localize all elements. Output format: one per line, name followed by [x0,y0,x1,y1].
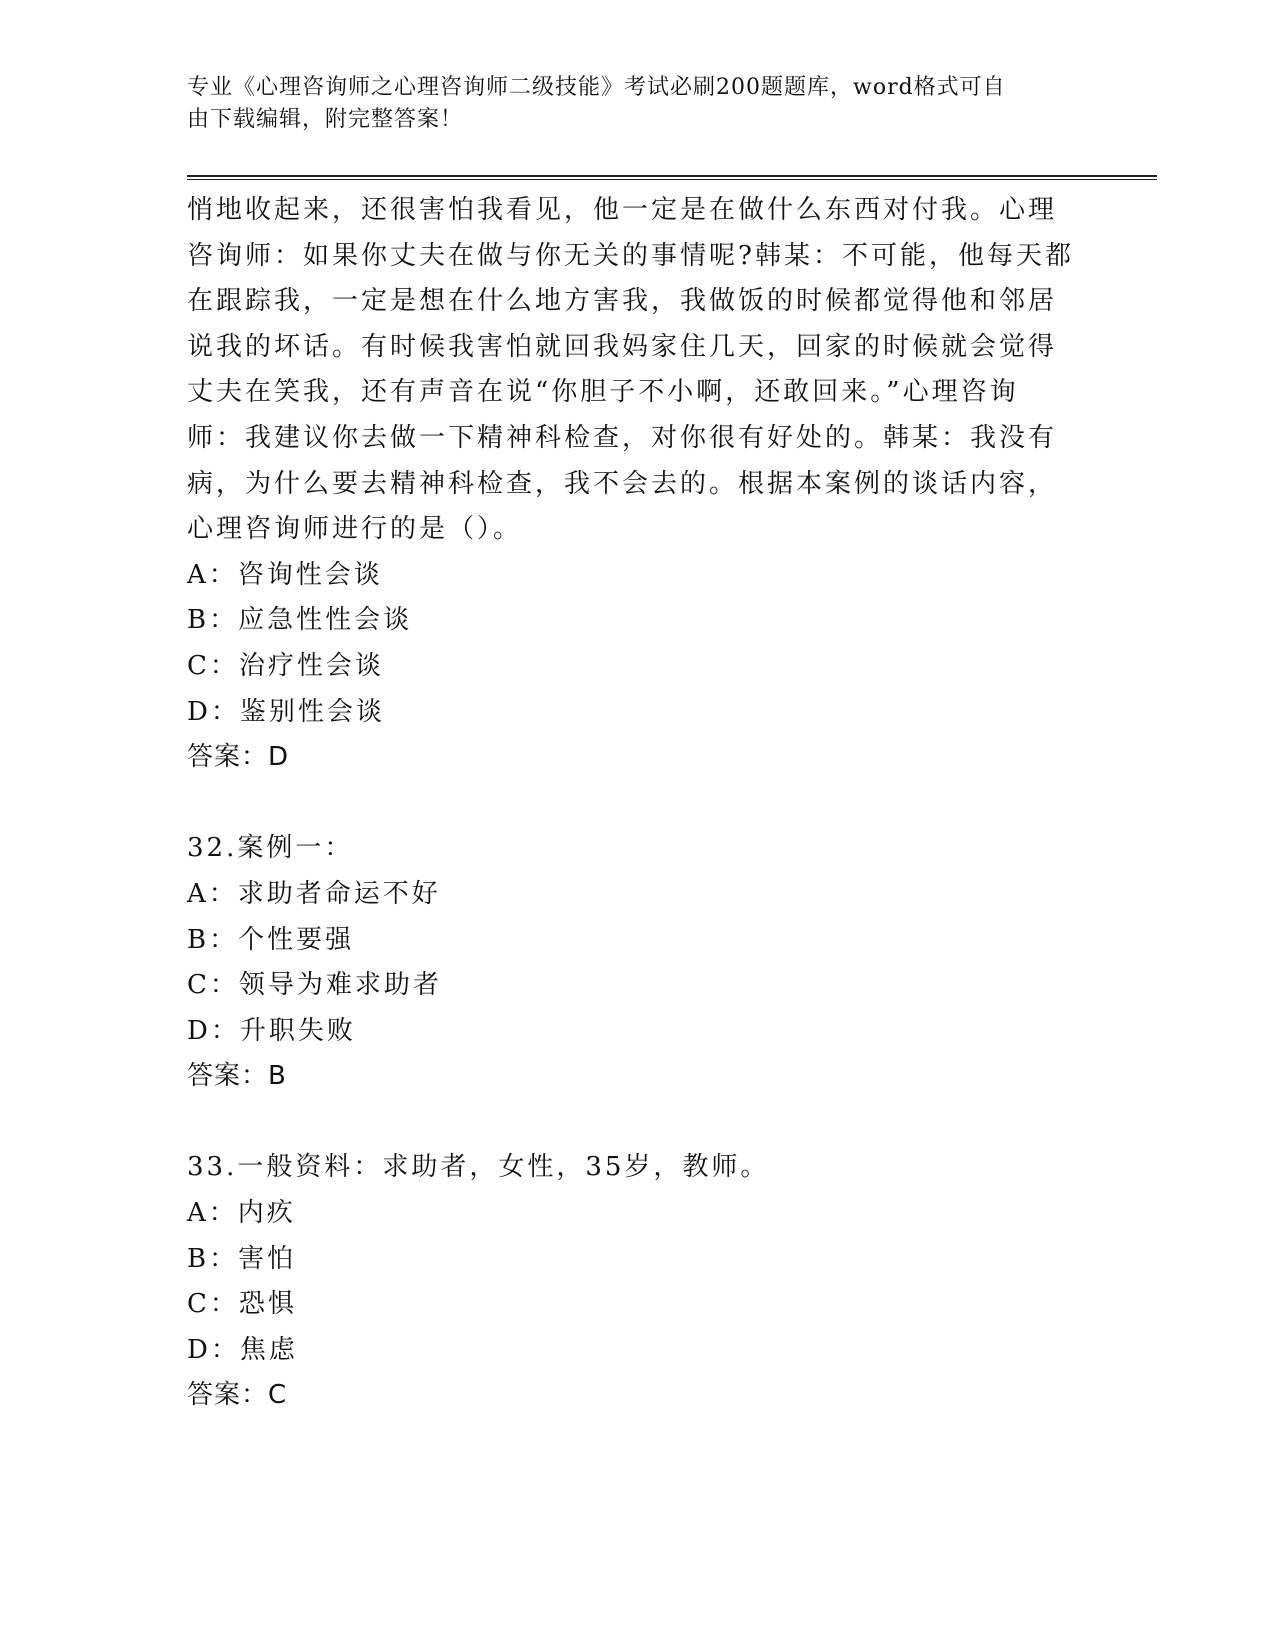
question-31-text-line: 咨询师：如果你丈夫在做与你无关的事情呢?韩某：不可能，他每天都 [187,240,1074,271]
question-31-text-line: 说我的坏话。有时候我害怕就回我妈家住几天，回家的时候就会觉得 [187,331,1058,362]
option-c: C：治疗性会谈 [187,650,384,681]
option-b: B：应急性性会谈 [187,605,413,636]
header-divider [187,175,1157,180]
question-32-text: 32.案例一： [187,833,354,864]
header-line-1: 专业《心理咨询师之心理咨询师二级技能》考试必刷200题题库，word格式可自 [187,75,1006,100]
option-d: D：升职失败 [187,1015,356,1046]
option-d: D：鉴别性会谈 [187,696,385,727]
option-a: A：内疚 [187,1198,296,1229]
question-31-text-line: 心理咨询师进行的是（）。 [187,514,523,545]
option-a: A：咨询性会谈 [187,559,383,590]
question-31-text-line: 病，为什么要去精神科检查，我不会去的。根据本案例的谈话内容， [187,468,1058,499]
answer-32: 答案：B [187,1061,287,1092]
question-31-text-line: 师：我建议你去做一下精神科检查，对你很有好处的。韩某：我没有 [187,422,1058,453]
question-31-text-line: 悄地收起来，还很害怕我看见，他一定是在做什么东西对付我。心理 [187,195,1058,225]
question-32-block [187,826,1087,1100]
option-d: D：焦虑 [187,1334,298,1365]
question-31-text-line: 在跟踪我，一定是想在什么地方害我，我做饭的时候都觉得他和邻居 [187,286,1058,317]
question-31-text-line: 丈夫在笑我，还有声音在说“你胆子不小啊，还敢回来。”心理咨询 [187,377,1019,408]
option-c: C：领导为难求助者 [187,970,442,1001]
option-b: B：个性要强 [187,924,355,955]
option-b: B：害怕 [187,1243,297,1274]
document-body [187,188,1087,1419]
header-line-2: 由下载编辑，附完整答案！ [187,107,464,132]
page-header [187,72,1067,136]
option-a: A：求助者命运不好 [187,878,441,909]
question-33-text: 33.一般资料：求助者，女性，35岁，教师。 [187,1152,770,1183]
option-c: C：恐惧 [187,1289,297,1320]
answer-33: 答案：C [187,1380,288,1411]
spacer [187,1100,1087,1146]
spacer [187,781,1087,827]
answer-31: 答案：D [187,742,290,773]
question-31-block [187,188,1087,781]
question-33-block [187,1145,1087,1419]
